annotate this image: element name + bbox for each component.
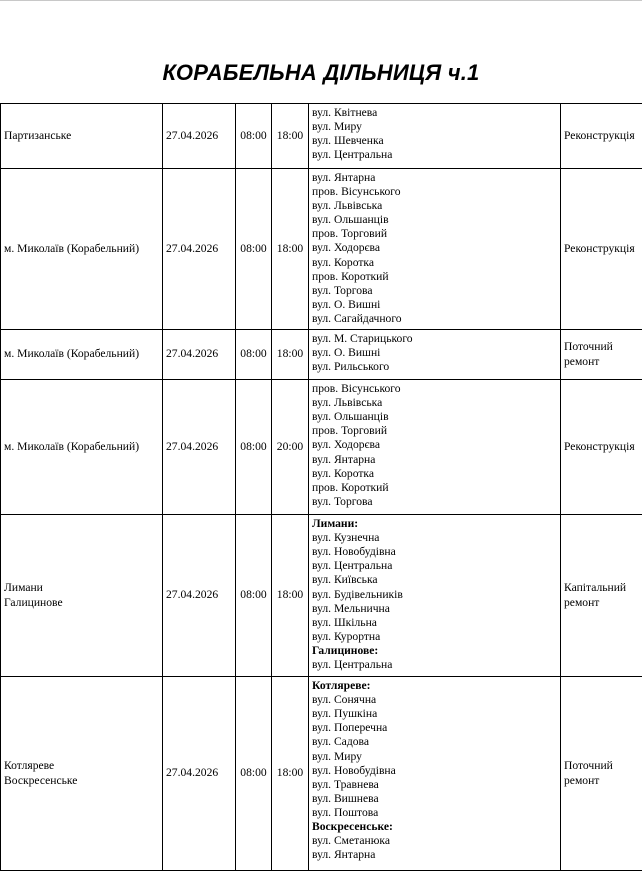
date-cell: 27.04.2026 [163,169,236,330]
settlement-name: Лимани [4,581,159,595]
end-time-cell: 18:00 [272,677,309,871]
streets-cell [309,330,561,380]
date-cell: 27.04.2026 [163,515,236,677]
start-time-cell: 08:00 [236,169,272,330]
street-name: вул. Сонячна [312,693,557,707]
street-name: вул. Сагайдачного [312,312,557,326]
work-type-cell [561,677,642,871]
locality-heading: Воскресенське: [312,820,557,834]
table-row [1,169,642,330]
work-type-cell [561,330,642,380]
start-time-cell: 08:00 [236,515,272,677]
street-name: вул. Ольшанців [312,410,557,424]
start-time-cell: 08:00 [236,104,272,169]
street-name: вул. Кузнечна [312,531,557,545]
street-name: вул. Сметанюка [312,834,557,848]
street-name: вул. Шкільна [312,616,557,630]
date-cell: 27.04.2026 [163,380,236,515]
settlement-cell [1,677,163,871]
work-type-cell [561,169,642,330]
settlement-name: Воскресенське [4,774,159,788]
work-type-label: Капітальний [564,581,642,595]
work-type-label: ремонт [564,355,642,369]
settlement-cell [1,104,163,169]
street-name: вул. Мельнична [312,602,557,616]
work-type-label: Реконструкція [564,129,642,143]
street-name: вул. Янтарна [312,453,557,467]
street-name: вул. Ходорєва [312,241,557,255]
date-cell: 27.04.2026 [163,104,236,169]
street-name: вул. М. Старицького [312,332,557,346]
street-name: вул. Янтарна [312,171,557,185]
street-name: вул. Новобудівна [312,545,557,559]
street-name: вул. Вишнева [312,792,557,806]
outage-schedule-table [0,103,642,871]
street-name: вул. Курортна [312,630,557,644]
settlement-name: м. Миколаїв (Корабельний) [4,242,159,256]
street-name: вул. Центральна [312,559,557,573]
street-name: пров. Короткий [312,270,557,284]
street-name: вул. Центральна [312,658,557,672]
work-type-label: Поточний [564,759,642,773]
street-name: вул. О. Вишні [312,346,557,360]
start-time-cell: 08:00 [236,677,272,871]
street-name: вул. Львівська [312,396,557,410]
street-name: вул. Львівська [312,199,557,213]
street-name: вул. Ольшанців [312,213,557,227]
table-row [1,515,642,677]
street-name: вул. Миру [312,120,557,134]
streets-cell [309,515,561,677]
settlement-cell [1,380,163,515]
street-name: вул. Поперечна [312,721,557,735]
work-type-label: ремонт [564,774,642,788]
street-name: вул. Новобудівна [312,764,557,778]
street-name: вул. Травнева [312,778,557,792]
settlement-name: Галицинове [4,596,159,610]
end-time-cell: 20:00 [272,380,309,515]
street-name: вул. Київська [312,573,557,587]
date-cell: 27.04.2026 [163,330,236,380]
street-name: вул. Коротка [312,256,557,270]
work-type-cell [561,515,642,677]
locality-heading: Галицинове: [312,644,557,658]
street-name: вул. О. Вишні [312,298,557,312]
settlement-cell [1,330,163,380]
street-name: вул. Коротка [312,467,557,481]
settlement-name: м. Миколаїв (Корабельний) [4,440,159,454]
street-name: вул. Торгова [312,495,557,509]
start-time-cell: 08:00 [236,330,272,380]
page-title: КОРАБЕЛЬНА ДІЛЬНИЦЯ ч.1 [0,58,642,88]
table-row [1,677,642,871]
street-name: вул. Ходорєва [312,438,557,452]
table-row [1,380,642,515]
street-name: вул. Шевченка [312,134,557,148]
locality-heading: Лимани: [312,517,557,531]
table-body [1,104,642,871]
street-name: вул. Квітнева [312,106,557,120]
street-name: пров. Вісунського [312,382,557,396]
streets-cell [309,677,561,871]
street-name: вул. Будівельників [312,588,557,602]
locality-heading: Котляреве: [312,679,557,693]
start-time-cell: 08:00 [236,380,272,515]
streets-cell [309,380,561,515]
street-name: вул. Торгова [312,284,557,298]
work-type-label: Реконструкція [564,242,642,256]
street-name: вул. Центральна [312,148,557,162]
end-time-cell: 18:00 [272,169,309,330]
table-row [1,330,642,380]
settlement-name: Партизанське [4,129,159,143]
street-name: пров. Торговий [312,424,557,438]
settlement-cell [1,169,163,330]
settlement-cell [1,515,163,677]
street-name: вул. Поштова [312,806,557,820]
work-type-cell [561,380,642,515]
work-type-label: Поточний [564,340,642,354]
street-name: вул. Янтарна [312,848,557,862]
settlement-name: Котляреве [4,759,159,773]
streets-cell [309,104,561,169]
end-time-cell: 18:00 [272,104,309,169]
work-type-label: Реконструкція [564,440,642,454]
end-time-cell: 18:00 [272,515,309,677]
work-type-cell [561,104,642,169]
street-name: вул. Пушкіна [312,707,557,721]
street-name: пров. Вісунського [312,185,557,199]
street-name: вул. Садова [312,735,557,749]
table-row [1,104,642,169]
work-type-label: ремонт [564,596,642,610]
street-name: пров. Короткий [312,481,557,495]
street-name: вул. Рильського [312,360,557,374]
end-time-cell: 18:00 [272,330,309,380]
street-name: пров. Торговий [312,227,557,241]
top-divider [0,0,642,1]
street-name: вул. Миру [312,750,557,764]
streets-cell [309,169,561,330]
settlement-name: м. Миколаїв (Корабельний) [4,347,159,361]
date-cell: 27.04.2026 [163,677,236,871]
